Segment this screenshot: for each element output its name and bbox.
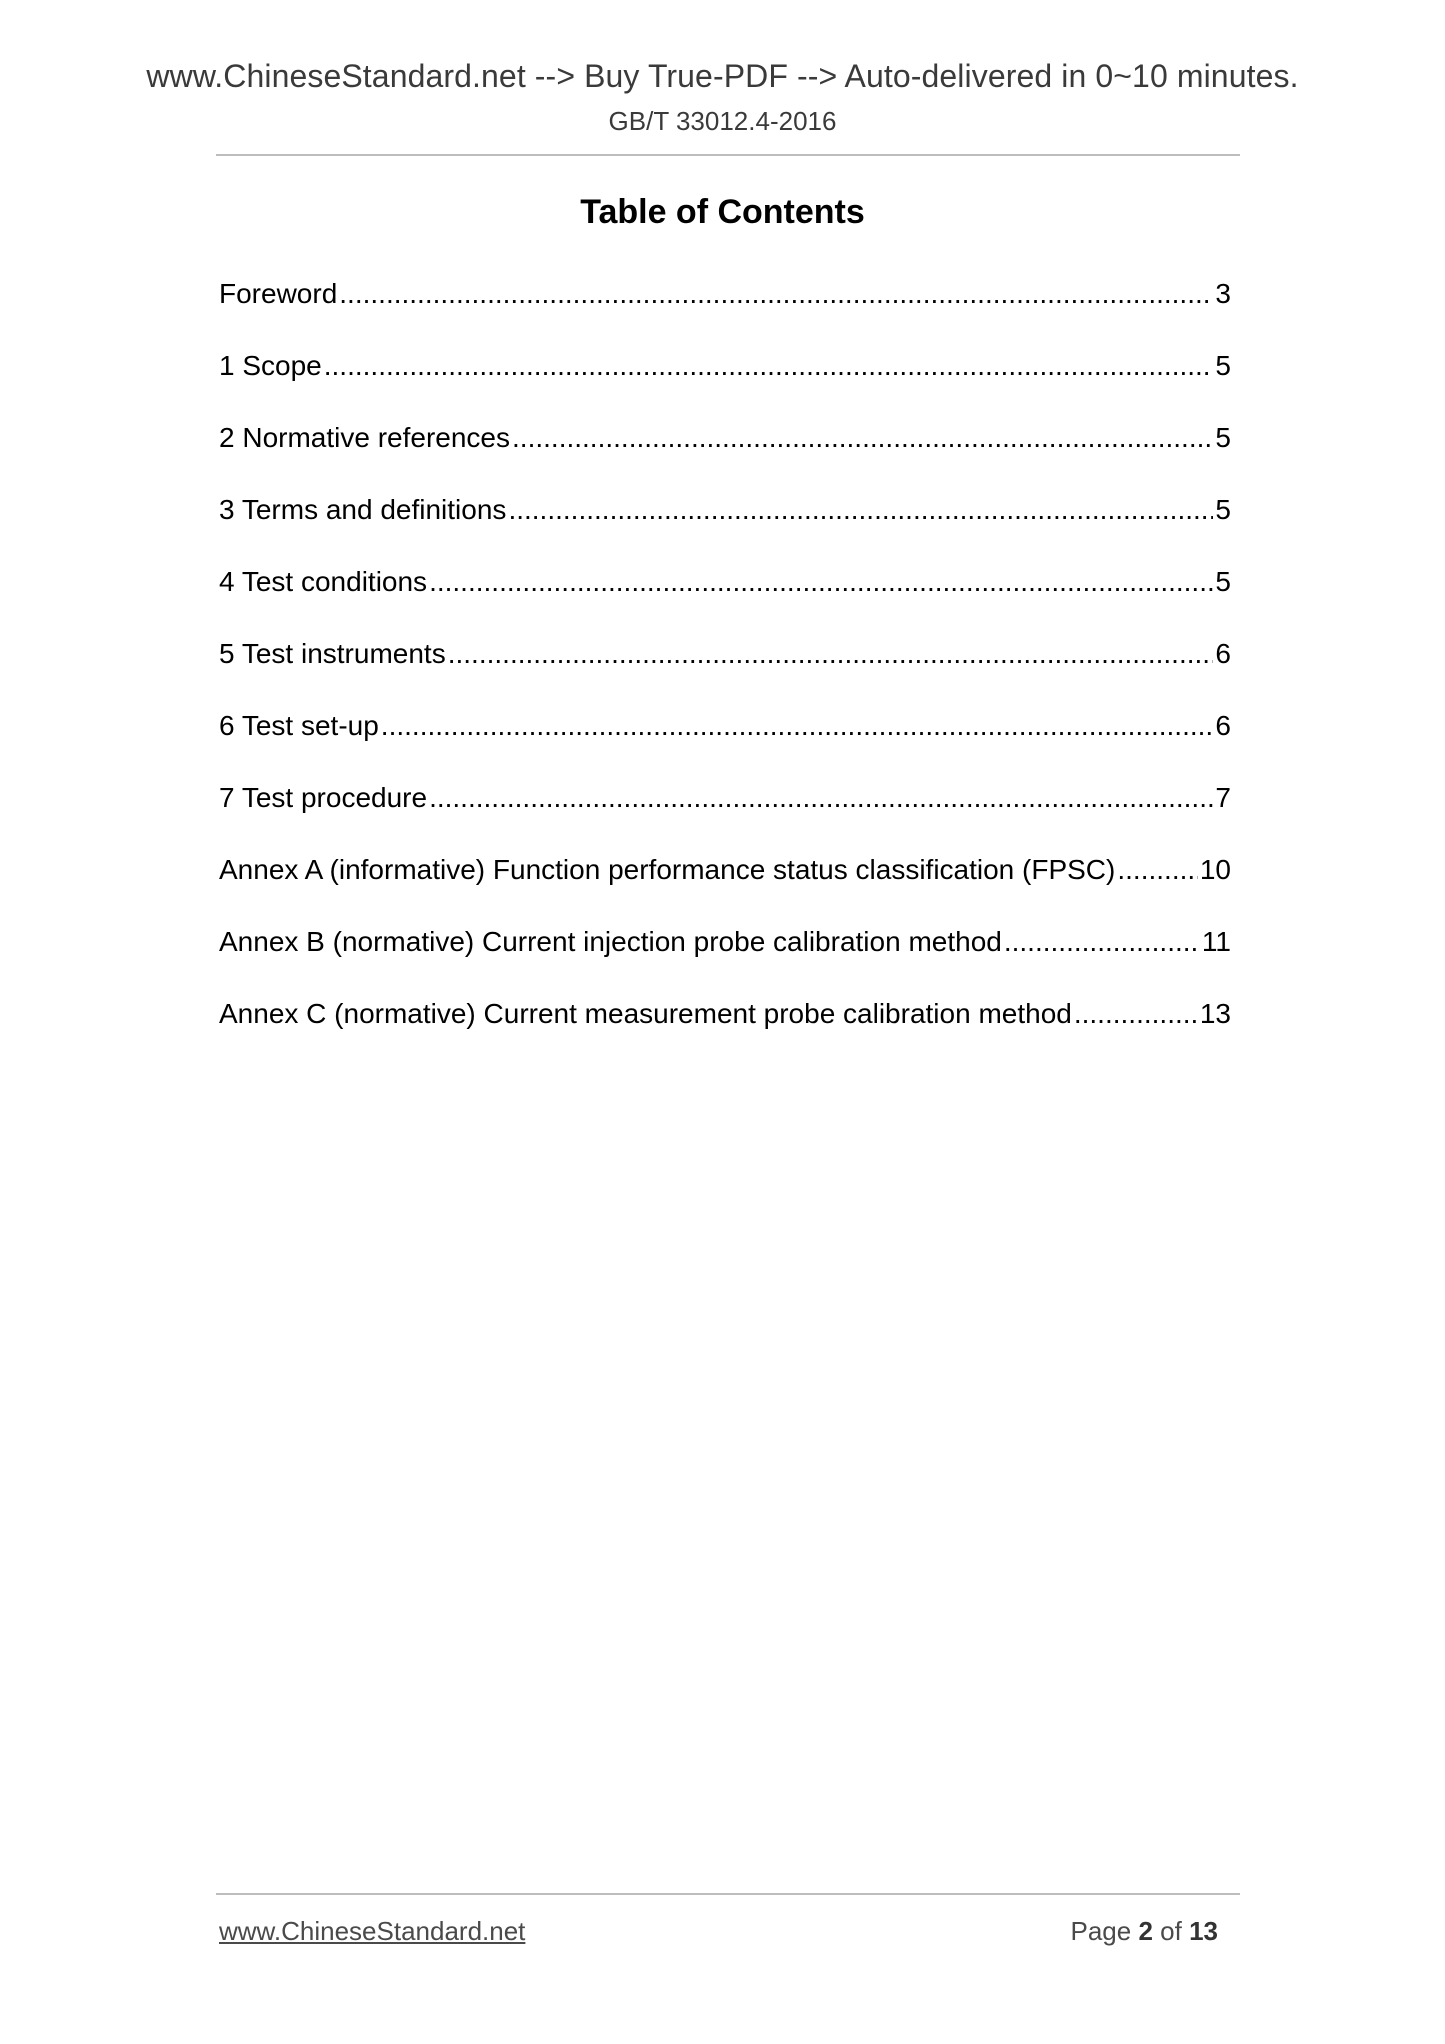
- toc-dot-leader: [1004, 926, 1200, 958]
- toc-entry-page: 6: [1215, 638, 1231, 669]
- header-divider: [216, 154, 1240, 156]
- toc-entry-annex-a[interactable]: [219, 854, 1231, 926]
- toc-entry-foreword[interactable]: [219, 278, 1231, 350]
- toc-title: Table of Contents: [580, 193, 865, 231]
- standard-code: GB/T 33012.4-2016: [608, 106, 837, 136]
- toc-entry-label: 7 Test procedure: [219, 782, 428, 813]
- toc-entry-page: 5: [1215, 566, 1231, 597]
- toc-entry-scope[interactable]: [219, 350, 1231, 422]
- toc-entry-page: 5: [1215, 494, 1231, 525]
- page-number: [1070, 1916, 1218, 1947]
- footer-website-link[interactable]: www.ChineseStandard.net: [219, 1916, 526, 1946]
- toc-entry-normative-references[interactable]: [219, 422, 1231, 494]
- toc-entry-annex-c[interactable]: [219, 998, 1231, 1070]
- toc-dot-leader: [429, 782, 1213, 814]
- footer-divider: [216, 1893, 1240, 1895]
- toc-entry-page: 5: [1215, 350, 1231, 381]
- toc-dot-leader: [324, 350, 1214, 382]
- toc-dot-leader: [448, 638, 1214, 670]
- toc-entry-page: 6: [1215, 710, 1231, 741]
- toc-entry-label: 1 Scope: [219, 350, 322, 381]
- toc-entry-label: 2 Normative references: [219, 422, 511, 453]
- toc-entry-page: 13: [1199, 998, 1231, 1029]
- toc-entry-test-instruments[interactable]: [219, 638, 1231, 710]
- toc-entry-label: Annex B (normative) Current injection probe calibration method: [219, 926, 1002, 957]
- toc-entry-page: 7: [1215, 782, 1231, 813]
- toc-entry-terms-definitions[interactable]: [219, 494, 1231, 566]
- current-page: 2: [1138, 1916, 1153, 1946]
- toc-dot-leader: [508, 494, 1213, 526]
- toc-entry-test-procedure[interactable]: [219, 782, 1231, 854]
- toc-entry-page: 10: [1199, 854, 1231, 885]
- toc-dot-leader: [512, 422, 1213, 454]
- total-pages: 13: [1189, 1916, 1218, 1946]
- toc-entry-label: 4 Test conditions: [219, 566, 428, 597]
- toc-entry-annex-b[interactable]: [219, 926, 1231, 998]
- toc-entry-test-conditions[interactable]: [219, 566, 1231, 638]
- toc-list: [219, 278, 1231, 1070]
- toc-dot-leader: [1074, 998, 1198, 1030]
- toc-dot-leader: [339, 278, 1213, 310]
- toc-entry-label: Annex A (informative) Function performance status classification (FPSC): [219, 854, 1116, 885]
- toc-entry-label: 3 Terms and definitions: [219, 494, 507, 525]
- toc-entry-label: 5 Test instruments: [219, 638, 446, 669]
- page-prefix: Page: [1070, 1916, 1132, 1946]
- toc-entry-label: 6 Test set-up: [219, 710, 379, 741]
- page-separator: of: [1160, 1916, 1182, 1946]
- toc-dot-leader: [381, 710, 1214, 742]
- toc-entry-label: Annex C (normative) Current measurement probe calibration method: [219, 998, 1072, 1029]
- toc-entry-label: Foreword: [219, 278, 338, 309]
- toc-dot-leader: [429, 566, 1213, 598]
- toc-entry-test-set-up[interactable]: [219, 710, 1231, 782]
- toc-entry-page: 5: [1215, 422, 1231, 453]
- toc-entry-page: 3: [1215, 278, 1231, 309]
- toc-entry-page: 11: [1201, 926, 1231, 957]
- header-banner: www.ChineseStandard.net --> Buy True-PDF --> Auto-delivered in 0~10 minutes.: [146, 58, 1299, 94]
- toc-dot-leader: [1117, 854, 1197, 886]
